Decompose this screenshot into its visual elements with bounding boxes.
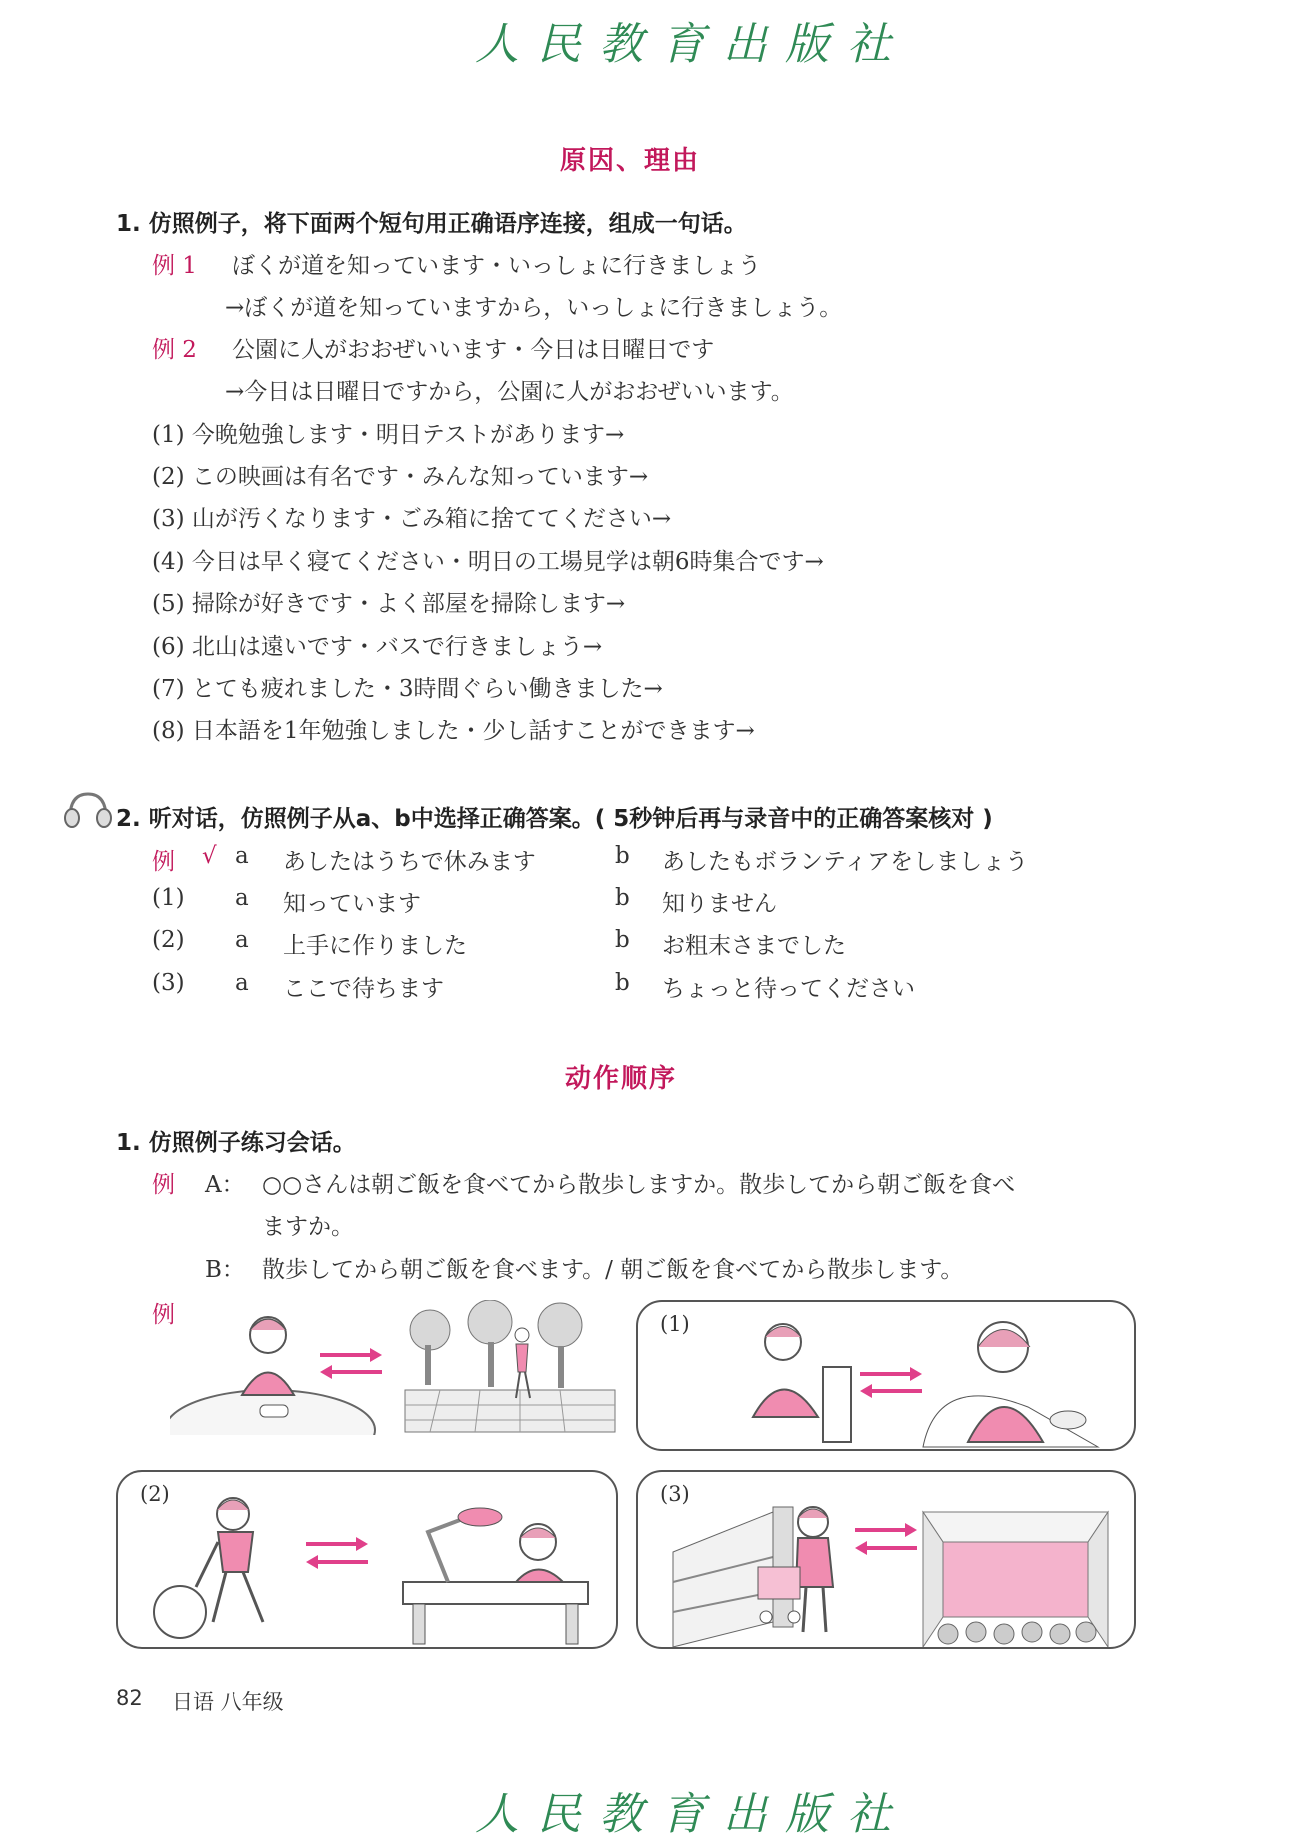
picture-example-label: 例 [152,1302,175,1328]
exercise-2-instruction: 2. 听对话，仿照例子从a、b中选择正确答案。( 5秒钟后再与录音中的正确答案核对 ) [116,806,993,832]
option-a-mark: a [235,885,249,911]
option-b-mark: b [615,927,630,953]
speaker-b-line: 散歩してから朝ご飯を食べます。/ 朝ご飯を食べてから散歩します。 [262,1257,964,1283]
dialogue-example-label: 例 [152,1172,175,1198]
option-a-text: あしたはうちで休みます [283,849,536,875]
option-b-mark: b [615,970,630,996]
exercise-item: (1) 今晩勉強します・明日テストがあります→ [152,422,625,448]
speaker-a-line-cont: ますか。 [262,1214,354,1240]
option-a-mark: a [235,927,249,953]
panel-label: (2) [140,1482,170,1506]
check-mark-icon: √ [202,843,217,869]
option-b-text: 知りません [662,891,777,917]
publisher-logo-header: 人民教育出版社 [475,19,909,70]
panel-label: (3) [660,1482,690,1506]
choice-row-label: (2) [152,927,185,953]
example-illustration [170,1300,620,1435]
sequence-exercise-instruction: 1. 仿照例子练习会话。 [116,1130,356,1156]
exercise-item: (8) 日本語を1年勉強しました・少し話すことができます→ [152,718,755,744]
speaker-a-label: A： [205,1172,245,1198]
speaker-a-line: ○○さんは朝ご飯を食べてから散歩しますか。散歩してから朝ご飯を食べ [262,1172,1016,1198]
panel-label: (1) [660,1312,690,1336]
exercise-item: (3) 山が汚くなります・ごみ箱に捨ててください→ [152,506,672,532]
option-a-text: 知っています [283,891,421,917]
option-a-mark: a [235,843,249,869]
picture-panel-3 [636,1470,1136,1649]
option-b-mark: b [615,885,630,911]
exercise-item: (4) 今日は早く寝てください・明日の工場見学は朝6時集合です→ [152,549,824,575]
exercise-item: (5) 掃除が好きです・よく部屋を掃除します→ [152,591,626,617]
example-1-label: 例 1 [152,253,197,279]
exercise-1-instruction: 1. 仿照例子，将下面两个短句用正确语序连接，组成一句话。 [116,211,747,237]
example-1-answer: →ぼくが道を知っていますから，いっしょに行きましょう。 [225,295,843,321]
headphones-icon [60,788,116,830]
example-2-label: 例 2 [152,337,197,363]
book-title: 日语 八年级 [172,1690,284,1714]
option-b-text: お粗末さまでした [662,933,846,959]
section-title-reason: 原因、理由 [560,146,701,176]
option-b-mark: b [615,843,630,869]
option-b-text: ちょっと待ってください [662,976,915,1002]
exercise-item: (6) 北山は遠いです・バスで行きましょう→ [152,634,603,660]
choice-row-label: (1) [152,885,185,911]
choice-row-label: 例 [152,849,175,875]
picture-panel-2 [116,1470,618,1649]
option-a-text: ここで待ちます [283,976,444,1002]
speaker-b-label: B： [205,1257,245,1283]
publisher-logo-footer: 人民教育出版社 [475,1789,909,1840]
section-title-sequence: 动作顺序 [565,1064,678,1094]
option-b-text: あしたもボランティアをしましょう [662,849,1029,875]
option-a-mark: a [235,970,249,996]
picture-panel-1 [636,1300,1136,1451]
example-2-answer: →今日は日曜日ですから，公園に人がおおぜいいます。 [225,379,794,405]
option-a-text: 上手に作りました [283,933,467,959]
exercise-item: (2) この映画は有名です・みんな知っています→ [152,464,649,490]
page-number: 82 [116,1686,143,1710]
exercise-item: (7) とても疲れました・3時間ぐらい働きました→ [152,676,663,702]
example-2-question: 公園に人がおおぜいいます・今日は日曜日です [232,337,715,363]
example-1-question: ぼくが道を知っています・いっしょに行きましょう [232,253,761,279]
choice-row-label: (3) [152,970,185,996]
